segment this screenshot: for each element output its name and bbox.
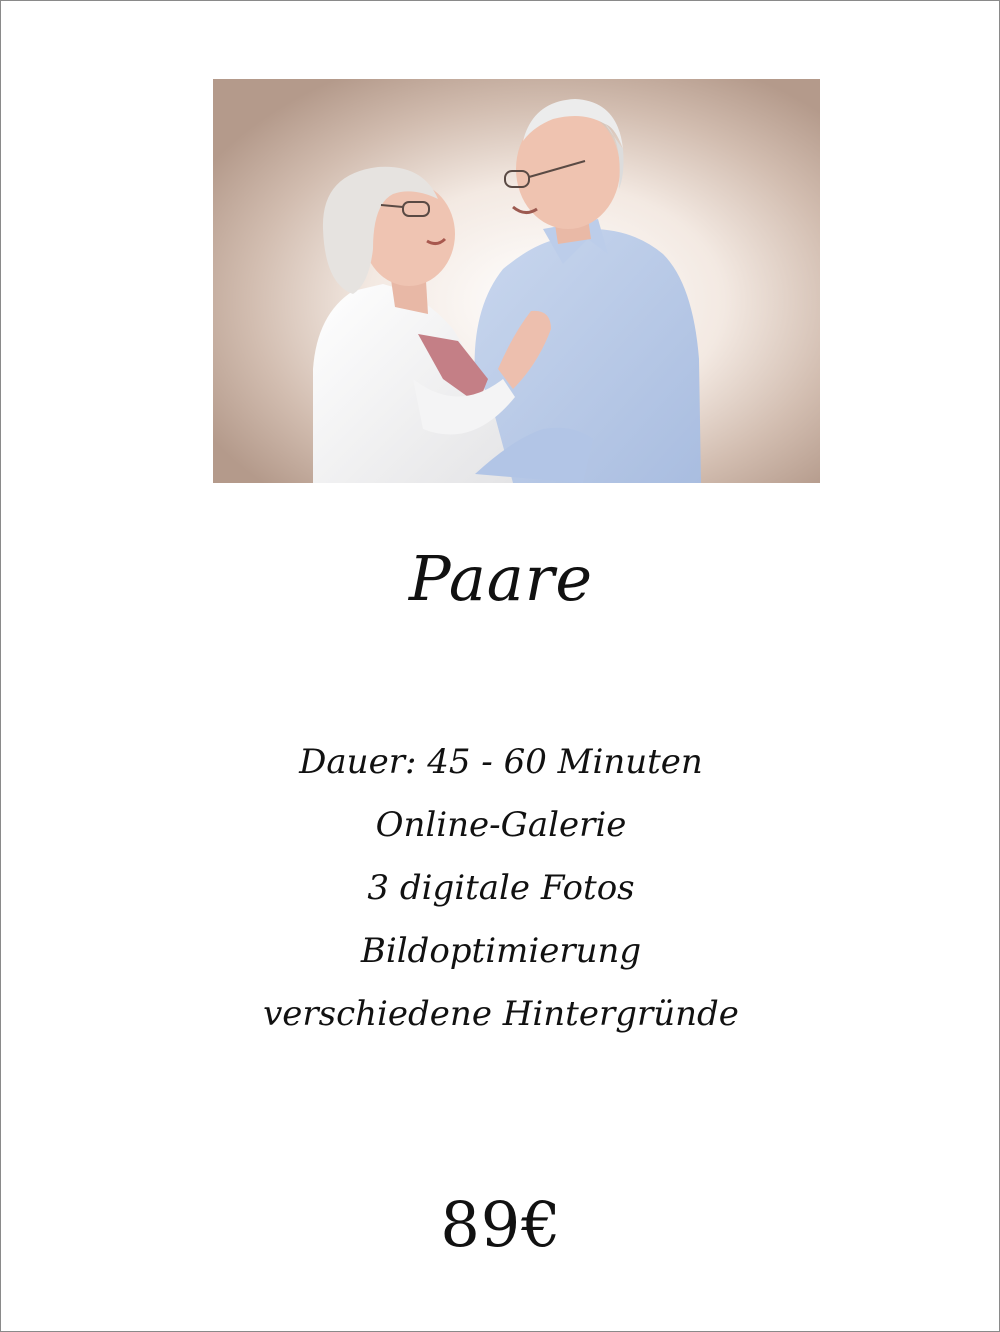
feature-list [1,731,1000,1046]
package-price: 89€ [440,1188,562,1261]
feature-item-optimization: Bildoptimierung [360,931,642,971]
couple-photo [213,79,820,483]
feature-item-gallery: Online-Galerie [375,805,627,845]
feature-item-backgrounds: verschiedene Hintergründe [263,994,739,1034]
feature-item-duration: Dauer: 45 - 60 Minuten [299,742,703,782]
package-title: Paare [408,542,594,615]
feature-item-digital-photos: 3 digitale Fotos [367,868,635,908]
